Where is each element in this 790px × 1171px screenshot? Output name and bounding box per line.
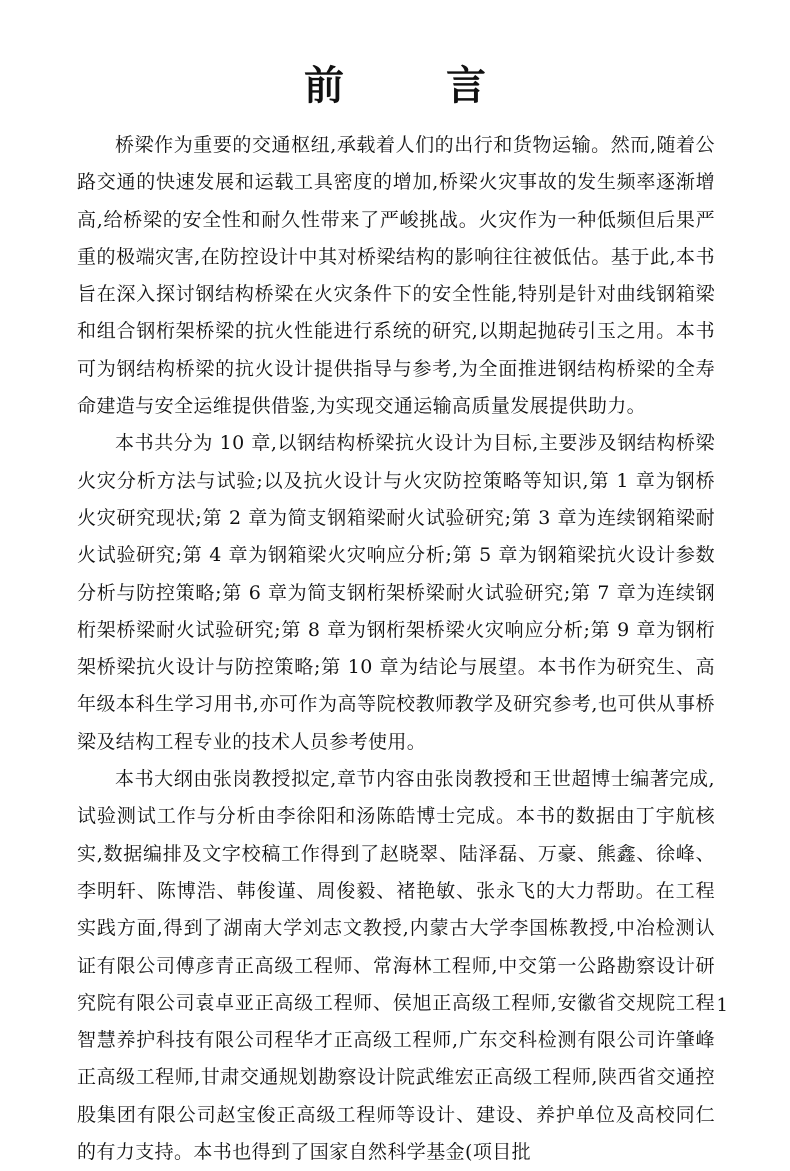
paragraph: 本书大纲由张岗教授拟定,章节内容由张岗教授和王世超博士编著完成,试验测试工作与分析由李徐阳和汤陈皓博士完成。本书的数据由丁宇航核实,数据编排及文字校稿工作得到了赵晓翠、陆泽磊、万豪、熊鑫、徐峰、李明轩、陈博浩、韩俊谨、周俊毅、褚艳敏、张永飞的大力帮助。在工程实践方面,得到了湖南大学刘志文教授,内蒙古大学李国栋教授,中冶检测认证有限公司傅彦青正高级工程师、常海林工程师,中交第一公路勘察设计研究院有限公司袁卓亚正高级工程师、侯旭正高级工程师,安徽省交规院工程智慧养护科技有限公司程华才正高级工程师,广东交科检测有限公司许肇峰正高级工程师,甘肃交通规划勘察设计院武维宏正高级工程师,陕西省交通控股集团有限公司赵宝俊正高级工程师等设计、建设、养护单位及高校同仁的有力支持。本书也得到了国家自然科学基金(项目批 [77,768,715,1164]
paragraph: 本书共分为 10 章,以钢结构桥梁抗火设计为目标,主要涉及钢结构桥梁火灾分析方法与试验;以及抗火设计与火灾防控策略等知识,第 1 章为钢桥火灾研究现状;第 2 章为简支钢箱梁耐火试验研究;第 3 章为连续钢箱梁耐火试验研究;第 4 章为钢箱梁火灾响应分析;第 5 章为钢箱梁抗火设计参数分析与防控策略;第 6 章为简支钢桁架桥梁耐火试验研究;第 7 章为连续钢桁架桥梁耐火试验研究;第 8 章为钢桁架桥梁火灾响应分析;第 9 章为钢桁架桥梁抗火设计与防控策略;第 10 章为结论与展望。本书作为研究生、高年级本科生学习用书,亦可作为高等院校教师教学及研究参考,也可供从事桥梁及结构工程专业的技术人员参考使用。 [77,432,715,753]
paragraph: 桥梁作为重要的交通枢纽,承载着人们的出行和货物运输。然而,随着公路交通的快速发展和运载工具密度的增加,桥梁火灾事故的发生频率逐渐增高,给桥梁的安全性和耐久性带来了严峻挑战。火灾作为一种低频但后果严重的极端灾害,在防控设计中其对桥梁结构的影响往往被低估。基于此,本书旨在深入探讨钢结构桥梁在火灾条件下的安全性能,特别是针对曲线钢箱梁和组合钢桁架桥梁的抗火性能进行系统的研究,以期起抛砖引玉之用。本书可为钢结构桥梁的抗火设计提供指导与参考,为全面推进钢结构桥梁的全寿命建造与安全运维提供借鉴,为实现交通运输高质量发展提供助力。 [77,134,715,418]
page-number: 1 [716,995,728,1016]
page-title: 前 言 [304,62,530,109]
preface-body [77,127,715,1171]
